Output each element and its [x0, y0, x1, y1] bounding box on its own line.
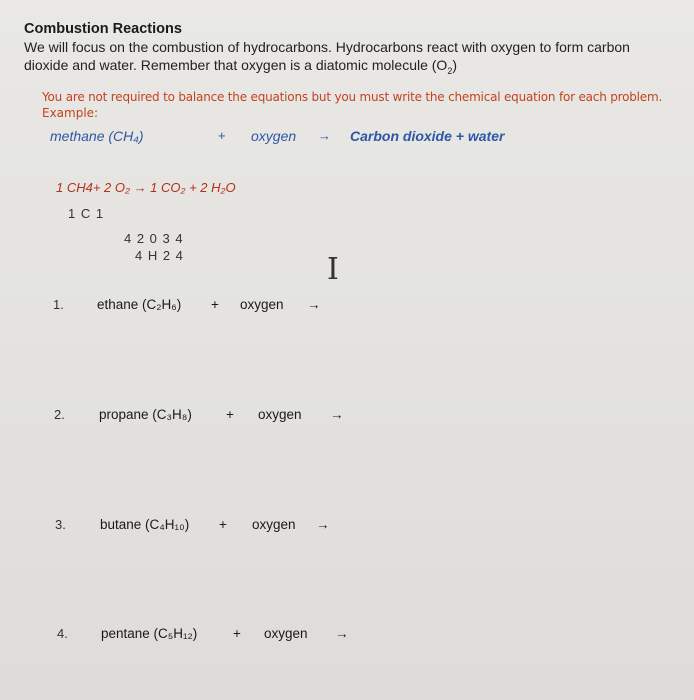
problem-2-reactant: propane (C₃H₈) — [99, 407, 192, 422]
example-label: Example: — [42, 106, 99, 120]
example-oxygen: oxygen — [251, 128, 297, 144]
problem-1-plus: + — [211, 297, 219, 312]
problem-4-reactant: pentane (C₅H₁₂) — [101, 626, 198, 641]
intro-line-2 — [24, 56, 692, 80]
instruction-note: You are not required to balance the equations but you must write the chemical equation for each problem. — [42, 90, 663, 104]
example-arrow-icon: → — [318, 128, 331, 143]
problem-4-plus: + — [233, 626, 241, 641]
problem-3-reactant: butane (C₄H₁₀) — [100, 517, 190, 532]
problem-2-arrow-icon: → — [330, 407, 344, 422]
intro-subscript: 2 — [447, 65, 453, 76]
handwritten-oxygen-count: 4 2 0 3 4 — [124, 231, 184, 246]
intro-paragraph — [24, 38, 692, 80]
handwritten-hydrogen-count: 4 H 2 4 — [135, 248, 184, 263]
problem-1-arrow-icon: → — [307, 297, 321, 312]
example-products: Carbon dioxide + water — [350, 128, 505, 144]
problem-3-arrow-icon: → — [316, 517, 330, 532]
problem-3-oxygen: oxygen — [252, 517, 296, 532]
text-cursor-icon: I — [327, 252, 339, 287]
intro-line-2-text: dioxide and water. Remember that oxygen is a diatomic molecule (O — [24, 57, 448, 73]
example-plus: + — [218, 128, 226, 143]
problem-4-oxygen: oxygen — [264, 626, 308, 641]
handwritten-balanced-equation: 1 CH4+ 2 O₂ → 1 CO₂ + 2 H₂O — [56, 180, 236, 195]
problem-4-number: 4. — [57, 626, 68, 641]
problem-1-reactant: ethane (C₂H₆) — [97, 297, 182, 312]
problem-2-number: 2. — [54, 407, 65, 422]
page-title: Combustion Reactions — [24, 21, 182, 37]
problem-1-number: 1. — [53, 297, 64, 312]
problem-2-oxygen: oxygen — [258, 407, 302, 422]
problem-3-plus: + — [219, 517, 227, 532]
problem-1-oxygen: oxygen — [240, 297, 284, 312]
problem-3-number: 3. — [55, 517, 66, 532]
intro-line-2-end: ) — [452, 57, 458, 73]
intro-line-1: We will focus on the combustion of hydrocarbons. Hydrocarbons react with oxygen to form carbon — [24, 39, 630, 55]
handwritten-carbon-count: 1 C 1 — [68, 206, 105, 221]
problem-4-arrow-icon: → — [335, 626, 349, 641]
problem-2-plus: + — [226, 407, 234, 422]
example-reactant: methane (CH₄) — [50, 128, 144, 144]
